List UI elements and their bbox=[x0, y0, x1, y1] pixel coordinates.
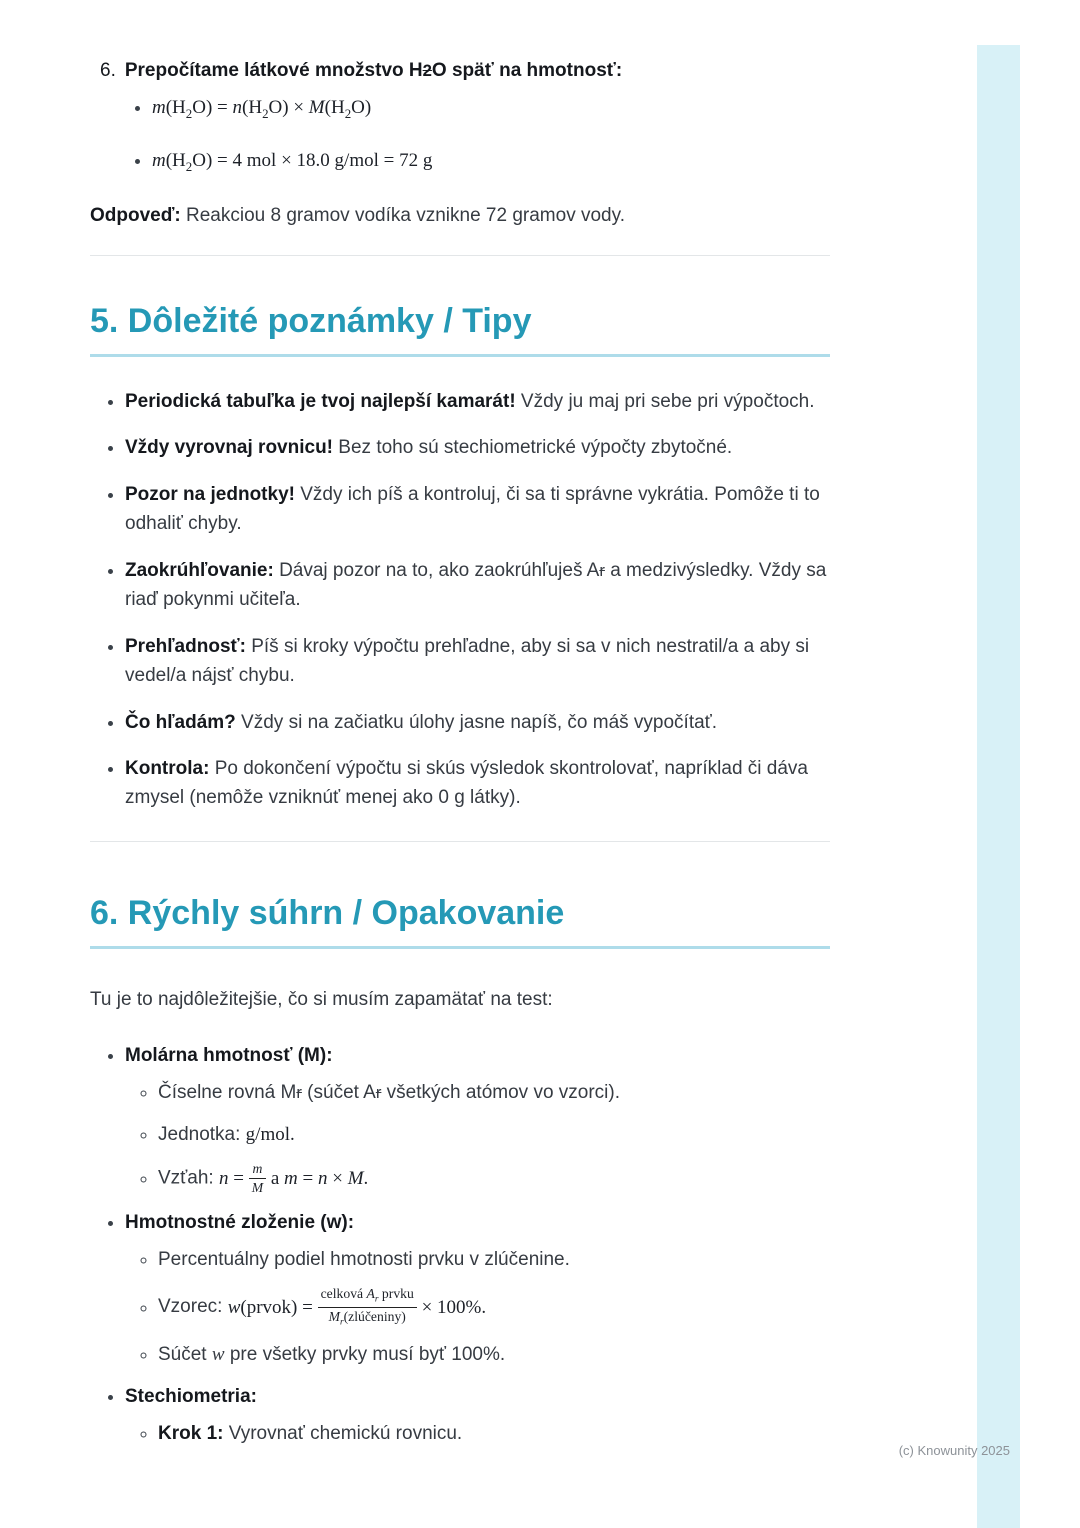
section-5-title: 5. Dôležité poznámky / Tipy bbox=[90, 301, 532, 340]
math-var: M bbox=[308, 97, 325, 119]
tip-bold: Čo hľadám? bbox=[125, 711, 236, 733]
math-var: n bbox=[318, 1167, 328, 1189]
math-var: m bbox=[252, 1161, 263, 1177]
text-segment: O späť na hmotnosť: bbox=[431, 60, 623, 81]
subscript-2: 2 bbox=[422, 61, 432, 80]
tip-bold: Periodická tabuľka je tvoj najlepší kamarát! bbox=[125, 391, 516, 412]
tip-text: a medzivýsledky. Vždy sa riaď pokynmi učiteľa. bbox=[125, 559, 827, 611]
text-segment: (H bbox=[324, 97, 345, 119]
math-var: M bbox=[251, 1179, 264, 1195]
tip-item-balance-equation bbox=[125, 433, 830, 462]
topic-title: Hmotnostné zloženie (w): bbox=[125, 1211, 355, 1233]
tip-item-rounding bbox=[125, 556, 830, 615]
section-divider bbox=[90, 255, 830, 256]
math-var: m bbox=[152, 150, 166, 172]
sub-item-unit bbox=[158, 1120, 830, 1149]
text-segment: × bbox=[327, 1167, 348, 1189]
text-segment: O) bbox=[351, 97, 372, 119]
text-segment: (súčet A bbox=[301, 1082, 376, 1104]
watermark: (c) Knowunity 2025 bbox=[898, 1443, 1010, 1458]
subscript-r: r bbox=[599, 560, 605, 580]
fraction-denominator bbox=[249, 1179, 266, 1196]
text-segment: Vzťah: bbox=[158, 1167, 219, 1189]
text-segment: pre všetky prvky musí byť 100%. bbox=[224, 1344, 506, 1366]
text-segment: Percentuálny podiel hmotnosti prvku v zlúčenine. bbox=[158, 1248, 570, 1270]
summary-list bbox=[90, 1041, 830, 1449]
mass-composition-sublist bbox=[125, 1245, 830, 1370]
section-divider bbox=[90, 841, 830, 842]
subscript-r: r bbox=[375, 1083, 382, 1103]
text-segment: (H bbox=[242, 97, 263, 119]
section-6-underline bbox=[90, 946, 830, 949]
answer-label: Odpoveď: bbox=[90, 205, 181, 227]
step-6-equations bbox=[90, 93, 830, 177]
tip-text: Vždy si na začiatku úlohy jasne napíš, čo máš vypočítať. bbox=[235, 711, 718, 733]
sub-item-equal-mr bbox=[158, 1078, 830, 1107]
text-segment: Prepočítame látkové množstvo H bbox=[124, 60, 423, 81]
subscript: 2 bbox=[344, 106, 352, 122]
stoichiometry-sublist bbox=[125, 1419, 830, 1448]
tip-bold: Vždy vyrovnaj rovnicu! bbox=[125, 437, 334, 459]
molar-mass-sublist bbox=[125, 1078, 830, 1195]
tip-text: Dávaj pozor na to, ako zaokrúhľuješ A bbox=[273, 559, 600, 581]
text-segment: prvku bbox=[378, 1286, 414, 1302]
tip-text: Píš si kroky výpočtu prehľadne, aby si sa v nich nestratil/a a aby si vedel/a nájsť chybu. bbox=[125, 635, 810, 687]
math-var: A bbox=[366, 1286, 375, 1302]
section-6-title: 6. Rýchly súhrn / Opakovanie bbox=[90, 893, 565, 932]
tip-text: Vždy ich píš a kontroluj, či sa ti správne vykrátia. Pomôže ti to odhaliť chyby. bbox=[125, 483, 820, 535]
subscript: 2 bbox=[185, 106, 193, 122]
text-segment: (prvok) = bbox=[240, 1296, 318, 1318]
topic-mass-composition bbox=[125, 1208, 830, 1370]
text-segment: Číselne rovná M bbox=[158, 1082, 297, 1104]
math-var: w bbox=[211, 1344, 225, 1366]
text-segment: celková bbox=[320, 1286, 367, 1302]
tip-item-units bbox=[125, 480, 830, 539]
tip-text: Vždy ju maj pri sebe pri výpočtoch. bbox=[515, 391, 815, 412]
topic-stoichiometry bbox=[125, 1382, 830, 1449]
text-segment: všetkých atómov vo vzorci). bbox=[381, 1082, 621, 1104]
text-segment: Súčet bbox=[158, 1344, 212, 1366]
text-segment: (H bbox=[165, 150, 186, 172]
math-var: r bbox=[339, 1317, 344, 1328]
tip-bold: Pozor na jednotky! bbox=[125, 483, 295, 505]
step-label: Krok 1: bbox=[158, 1423, 224, 1445]
equation-line-2 bbox=[152, 146, 830, 177]
equation-line-1 bbox=[152, 93, 830, 124]
summary-intro: Tu je to najdôležitejšie, čo si musím zapamätať na test: bbox=[90, 989, 553, 1011]
text-segment: Vyrovnať chemickú rovnicu. bbox=[223, 1423, 463, 1445]
text-segment: a bbox=[266, 1167, 285, 1189]
tip-item-goal bbox=[125, 708, 830, 737]
tip-item-check bbox=[125, 754, 830, 813]
math-var: n bbox=[219, 1167, 229, 1189]
fraction-denominator bbox=[318, 1308, 417, 1328]
answer-paragraph bbox=[90, 201, 830, 230]
text-segment: O) × bbox=[268, 97, 309, 119]
sub-item-definition bbox=[158, 1245, 830, 1274]
topic-title: Stechiometria: bbox=[125, 1385, 257, 1407]
math-var: r bbox=[374, 1295, 379, 1306]
math-var: n bbox=[232, 97, 243, 119]
subscript: 2 bbox=[262, 106, 269, 122]
subscript: 2 bbox=[185, 159, 193, 175]
math-var: m bbox=[284, 1167, 298, 1189]
sub-item-relation bbox=[158, 1161, 830, 1195]
text-segment: × 100%. bbox=[416, 1296, 487, 1318]
tip-text: Bez toho sú stechiometrické výpočty zbytočné. bbox=[333, 437, 733, 459]
text-segment: O) = bbox=[192, 97, 233, 119]
tip-bold: Prehľadnosť: bbox=[125, 635, 246, 657]
answer-text: Reakciou 8 gramov vodíka vznikne 72 gramov vody. bbox=[180, 205, 625, 227]
text-segment: = bbox=[297, 1167, 318, 1189]
unit-gmol: g/mol. bbox=[245, 1123, 295, 1145]
w-formula bbox=[227, 1286, 487, 1328]
math-var: M bbox=[347, 1167, 364, 1189]
tip-item-periodic-table bbox=[125, 387, 830, 416]
page-edge-stripe bbox=[977, 45, 1020, 1528]
sub-item-formula bbox=[158, 1286, 830, 1328]
tip-text: Po dokončení výpočtu si skús výsledok skontrolovať, napríklad či dáva zmysel (nemôže vzniknúť menej ako 0 g látky). bbox=[125, 757, 808, 809]
fraction-ar-over-mr bbox=[318, 1286, 417, 1328]
step-number: 6. bbox=[100, 60, 116, 81]
step-6-heading bbox=[90, 56, 830, 85]
sub-item-sum-100 bbox=[158, 1340, 830, 1369]
step-title bbox=[125, 56, 622, 85]
text-segment: (zlúčeniny) bbox=[343, 1308, 406, 1324]
tip-bold: Zaokrúhľovanie: bbox=[125, 559, 274, 581]
tips-list bbox=[90, 387, 830, 813]
topic-title: Molárna hmotnosť (M): bbox=[125, 1044, 333, 1066]
text-segment: Jednotka: bbox=[158, 1123, 246, 1145]
subscript-r: r bbox=[296, 1083, 302, 1103]
relation-equation bbox=[219, 1161, 369, 1195]
topic-molar-mass bbox=[125, 1041, 830, 1196]
text-segment: . bbox=[363, 1167, 369, 1189]
fraction-m-over-M bbox=[249, 1161, 266, 1195]
page-content bbox=[90, 0, 830, 1449]
text-segment: Vzorec: bbox=[158, 1296, 228, 1318]
fraction-numerator bbox=[249, 1161, 266, 1179]
math-var: m bbox=[152, 97, 166, 119]
text-segment: (H bbox=[165, 97, 186, 119]
sub-item-step-1 bbox=[158, 1419, 830, 1448]
section-5-underline bbox=[90, 354, 830, 357]
text-segment: O) = 4 mol × 18.0 g/mol = 72 g bbox=[192, 150, 433, 172]
text-segment: = bbox=[228, 1167, 249, 1189]
tip-bold: Kontrola: bbox=[125, 757, 210, 779]
math-var: w bbox=[227, 1296, 241, 1318]
tip-item-clarity bbox=[125, 632, 830, 691]
fraction-numerator bbox=[318, 1286, 417, 1307]
math-var: M bbox=[328, 1308, 340, 1324]
